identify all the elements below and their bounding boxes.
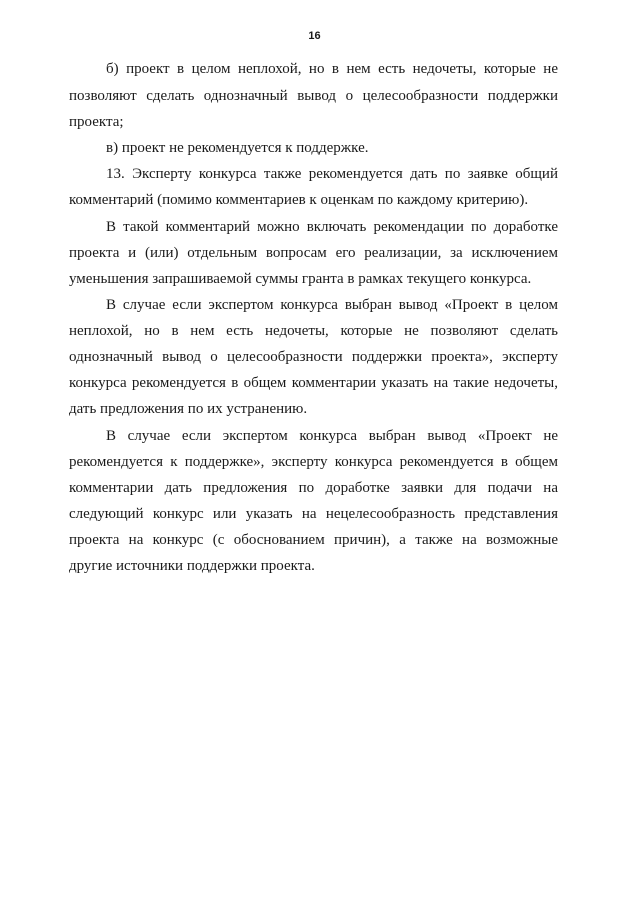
text-line: комментарии дать предложения по доработке заявки для подачи на xyxy=(69,480,558,496)
text-line: проекта и (или) отдельным вопросам его реализации, за исключением xyxy=(69,245,558,261)
text-line: В случае если экспертом конкурса выбран вывод «Проект в целом xyxy=(106,297,558,313)
text-line: однозначный вывод о целесообразности поддержки проекта», эксперту xyxy=(69,349,558,365)
text-line: проекта на конкурс (с обоснованием причин), а также на возможные xyxy=(69,532,558,548)
page-number: 16 xyxy=(308,30,321,42)
text-line: следующий конкурс или указать на нецелесообразность представления xyxy=(69,506,558,522)
text-line: 13. Эксперту конкурса также рекомендуется дать по заявке общий xyxy=(106,166,558,182)
text-line: б) проект в целом неплохой, но в нем есть недочеты, которые не xyxy=(106,61,558,77)
text-line: конкурса рекомендуется в общем комментарии указать на такие недочеты, xyxy=(69,375,558,391)
text-line: позволяют сделать однозначный вывод о целесообразности поддержки xyxy=(69,88,558,104)
text-line: неплохой, но в нем есть недочеты, которые не позволяют сделать xyxy=(69,323,558,339)
text-line: проекта; xyxy=(69,114,124,130)
text-line: В такой комментарий можно включать рекомендации по доработке xyxy=(106,219,558,235)
text-line: в) проект не рекомендуется к поддержке. xyxy=(106,140,369,156)
text-line: комментарий (помимо комментариев к оценкам по каждому критерию). xyxy=(69,192,529,208)
text-line: дать предложения по их устранению. xyxy=(69,401,308,417)
text-line: другие источники поддержки проекта. xyxy=(69,558,315,574)
text-line: уменьшения запрашиваемой суммы гранта в рамках текущего конкурса. xyxy=(69,271,532,287)
text-line: В случае если экспертом конкурса выбран вывод «Проект не xyxy=(106,428,558,444)
text-line: рекомендуется к поддержке», эксперту конкурса рекомендуется в общем xyxy=(69,454,558,470)
